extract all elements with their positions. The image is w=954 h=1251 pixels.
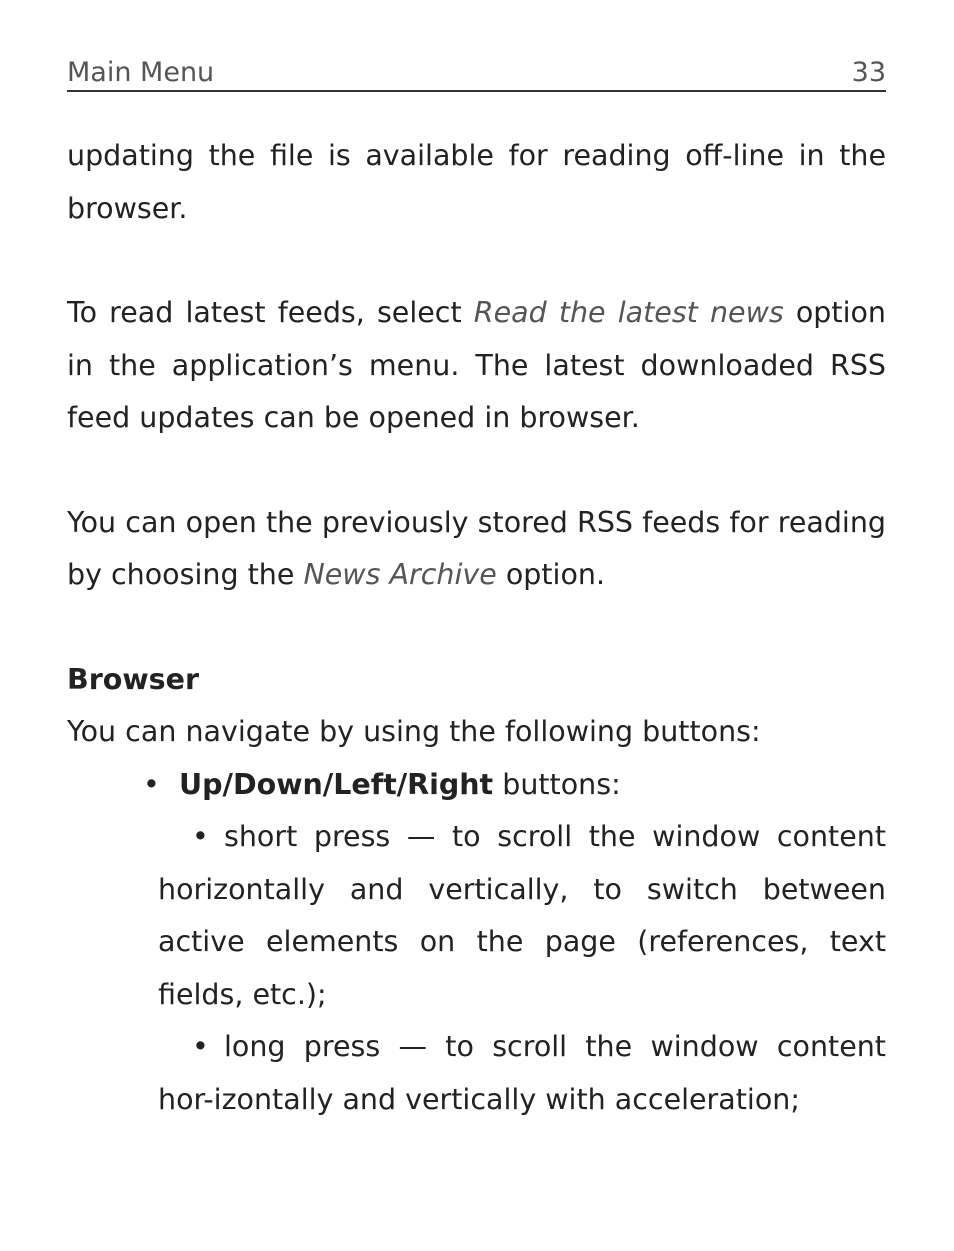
button-names: Up/Down/Left/Right: [179, 767, 494, 801]
browser-intro: You can navigate by using the following buttons:: [67, 715, 761, 748]
page-number: 33: [851, 57, 886, 88]
paragraph-file-offline: updating the file is available for reading off-line in the browser.: [67, 139, 886, 225]
bullet-icon: •: [192, 1030, 209, 1063]
bullet-icon: •: [143, 767, 160, 801]
option-read-latest-news: Read the latest news: [473, 296, 784, 329]
page-body: [67, 130, 886, 1126]
section-heading-browser: Browser: [67, 662, 200, 696]
paragraph-news-archive: You can open the previously stored RSS feeds for reading by choosing the News Archive option.: [67, 505, 886, 591]
bullet-icon: •: [192, 820, 209, 853]
paragraph-latest-feeds: To read latest feeds, select Read the latest news option in the application’s menu. The latest downloaded RSS feed updates can be opened in browser.: [67, 296, 886, 434]
option-news-archive: News Archive: [303, 558, 497, 591]
running-title: Main Menu: [67, 57, 215, 88]
list-item-direction-buttons: • Up/Down/Left/Right buttons:: [143, 759, 886, 812]
list-item-short-press: • short press — to scroll the window content horizontally and vertically, to switch between active elements on the page (references, text fields, etc.);: [158, 811, 886, 1021]
page-header: [67, 56, 886, 92]
list-item-long-press: • long press — to scroll the window content hor-izontally and vertically with acceleration;: [158, 1021, 886, 1126]
